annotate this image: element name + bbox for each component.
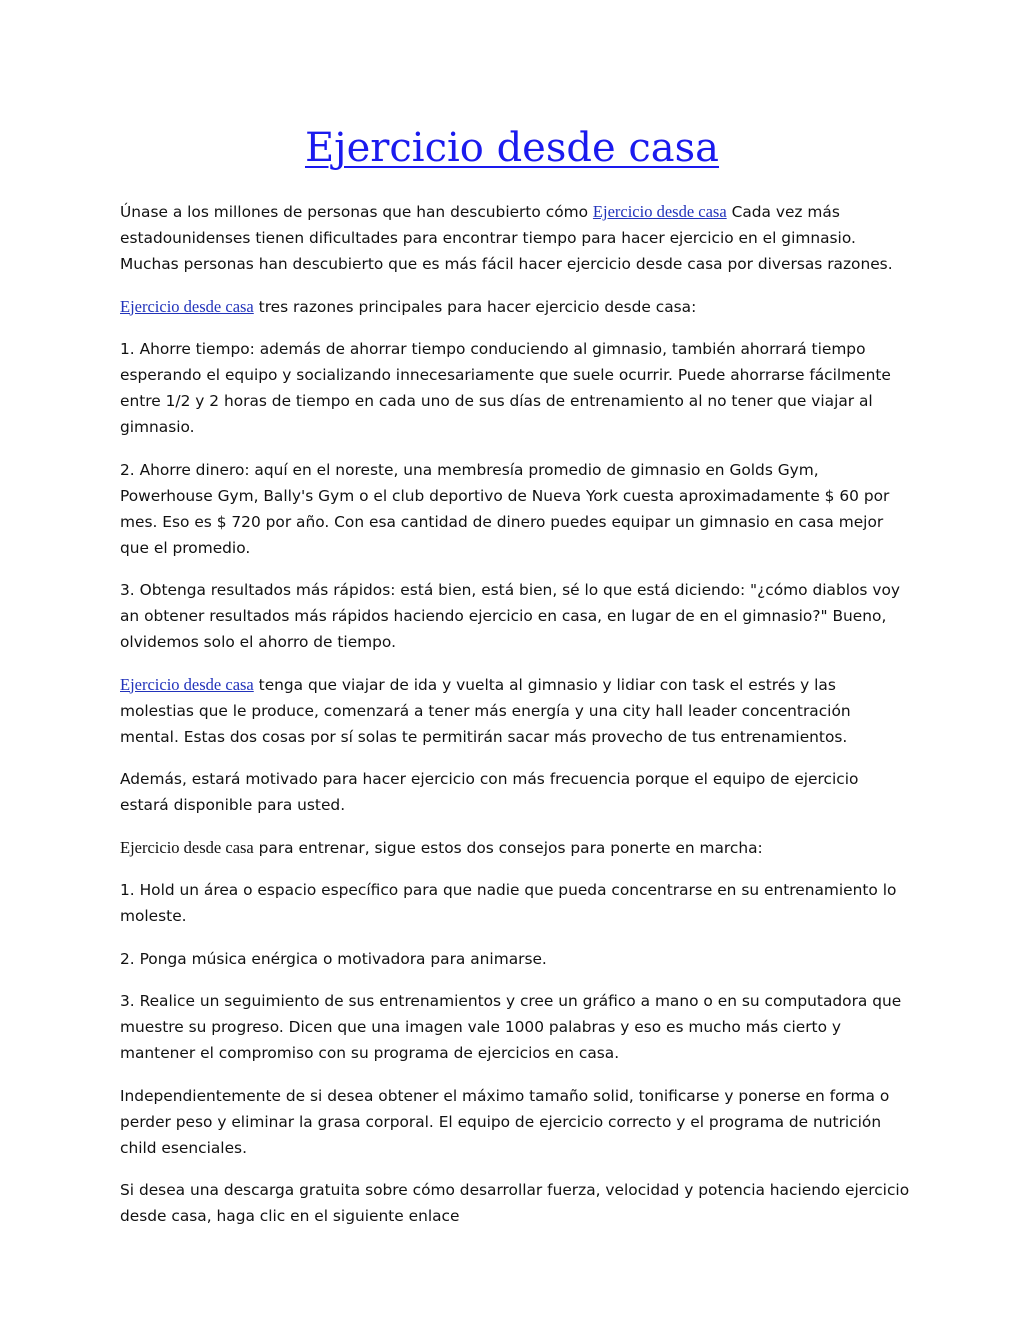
paragraph-tip-3: 3. Realice un seguimiento de sus entrenamientos y cree un gráfico a mano o en su computadora que muestre su progreso. Dicen que una imagen vale 1000 palabras y eso es mucho más cierto y mantener el compromiso con su programa de ejercicios en casa. bbox=[120, 992, 902, 1062]
paragraph-goals: Independientemente de si desea obtener el máximo tamaño solid, tonificarse y ponerse en forma o perder peso y eliminar la grasa corporal. El equipo de ejercicio correcto y el programa de nutrición child esenciales. bbox=[120, 1086, 890, 1157]
intro-text-start: Únase a los millones de personas que han descubierto cómo bbox=[120, 203, 593, 221]
paragraph-intro bbox=[120, 199, 910, 277]
paragraph-tips-intro bbox=[120, 835, 910, 861]
reasons-link[interactable]: Ejercicio desde casa bbox=[120, 296, 254, 316]
paragraph-energy bbox=[120, 672, 910, 750]
tips-lead: Ejercicio desde casa bbox=[120, 837, 254, 857]
paragraph-tip-1: 1. Hold un área o espacio específico para que nadie que pueda concentrarse en su entrenamiento lo moleste. bbox=[120, 881, 897, 925]
intro-link[interactable]: Ejercicio desde casa bbox=[592, 202, 727, 221]
energy-text: tenga que viajar de ida y vuelta al gimnasio y lidiar con task el estrés y las molestias que le produce, comenzará a tener más energía y una city hall leader concentración mental. Estas dos cosas por sí solas te permitirán sacar más provecho de tus entrenamientos. bbox=[120, 675, 851, 746]
paragraph-download: Si desea una descarga gratuita sobre cómo desarrollar fuerza, velocidad y potencia haciendo ejercicio desde casa, haga clic en el siguiente enlace bbox=[120, 1181, 910, 1225]
paragraph-faster-results: 3. Obtenga resultados más rápidos: está bien, está bien, sé lo que está diciendo: "¿cómo diablos voy an obtener resultados más rápidos haciendo ejercicio en casa, en lugar de en el gimnasio?" Bueno, olvidemos solo el ahorro de tiempo. bbox=[120, 581, 900, 651]
title-link[interactable]: Ejercicio desde casa bbox=[304, 125, 719, 171]
paragraph-motivation: Además, estará motivado para hacer ejercicio con más frecuencia porque el equipo de ejercicio estará disponible para usted. bbox=[120, 770, 859, 814]
intro-text-end: Cada vez más estadounidenses tienen dificultades para encontrar tiempo para hacer ejercicio en el gimnasio. Muchas personas han descubierto que es más fácil hacer ejercicio desde casa por diversas razones. bbox=[120, 203, 893, 273]
tips-intro-text: para entrenar, sigue estos dos consejos para ponerte en marcha: bbox=[253, 838, 763, 857]
paragraph-save-time: 1. Ahorre tiempo: además de ahorrar tiempo conduciendo al gimnasio, también ahorrará tiempo esperando el equipo y socializando innecesariamente que suele ocurrir. Puede ahorrarse fácilmente entre 1/2 y 2 horas de tiempo en cada uno de sus días de entrenamiento al no tener que viajar al gimnasio. bbox=[120, 340, 891, 436]
document-body bbox=[120, 199, 910, 1246]
paragraph-tip-2: 2. Ponga música enérgica o motivadora para animarse. bbox=[120, 949, 547, 968]
reasons-text: tres razones principales para hacer ejercicio desde casa: bbox=[253, 297, 697, 316]
paragraph-reasons bbox=[120, 294, 910, 320]
energy-link[interactable]: Ejercicio desde casa bbox=[120, 674, 254, 694]
page-title bbox=[0, 122, 1024, 174]
paragraph-save-money: 2. Ahorre dinero: aquí en el noreste, una membresía promedio de gimnasio en Golds Gym, Powerhouse Gym, Bally's Gym o el club deportivo de Nueva York cuesta aproximadamente $ 60 por mes. Eso es $ 720 por año. Con esa cantidad de dinero puedes equipar un gimnasio en casa mejor que el promedio. bbox=[120, 460, 890, 557]
